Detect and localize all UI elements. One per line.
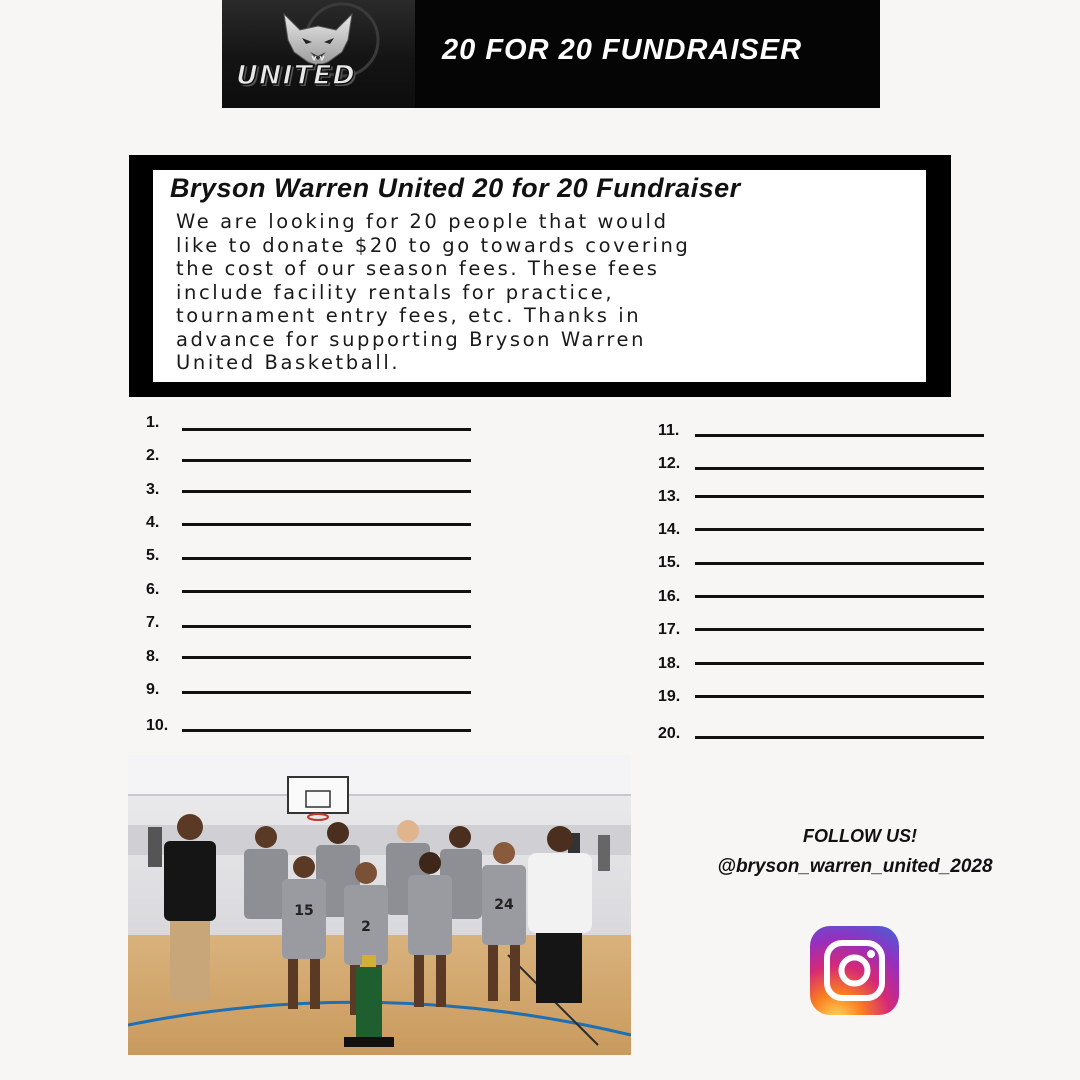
signup-number: 4. xyxy=(146,514,160,531)
signup-line[interactable] xyxy=(695,595,984,598)
info-box xyxy=(129,155,951,397)
signup-line[interactable] xyxy=(182,428,471,431)
signup-number: 7. xyxy=(146,614,160,631)
header-banner xyxy=(222,0,880,108)
jersey-number: 2 xyxy=(361,919,371,935)
signup-number: 5. xyxy=(146,547,160,564)
info-body-line: We are looking for 20 people that would xyxy=(176,210,669,233)
info-body-line: advance for supporting Bryson Warren xyxy=(176,327,647,351)
signup-line[interactable] xyxy=(695,528,984,531)
info-title: Bryson Warren United 20 for 20 Fundraiser xyxy=(170,173,741,203)
signup-line[interactable] xyxy=(182,729,471,732)
signup-line[interactable] xyxy=(182,625,471,628)
signup-line[interactable] xyxy=(182,459,471,462)
info-body-line: tournament entry fees, etc. Thanks in xyxy=(176,304,642,327)
follow-us-label: FOLLOW US! xyxy=(803,826,917,846)
signup-number: 3. xyxy=(146,481,160,498)
signup-line[interactable] xyxy=(695,695,984,698)
instagram-handle[interactable]: @bryson_warren_united_2028 xyxy=(717,856,993,877)
logo-wordmark: UNITED xyxy=(236,60,356,91)
signup-line[interactable] xyxy=(695,434,984,437)
signup-line[interactable] xyxy=(695,562,984,565)
signup-number: 1. xyxy=(146,414,160,431)
banner-title: 20 FOR 20 FUNDRAISER xyxy=(442,34,803,66)
signup-number: 13. xyxy=(658,488,681,505)
team-photo xyxy=(128,755,631,1055)
signup-line[interactable] xyxy=(182,656,471,659)
signup-number: 19. xyxy=(658,688,681,705)
signup-number: 15. xyxy=(658,554,681,571)
info-body xyxy=(176,210,926,375)
info-panel xyxy=(153,170,926,382)
signup-line[interactable] xyxy=(182,590,471,593)
signup-line[interactable] xyxy=(695,736,984,739)
signup-line[interactable] xyxy=(182,523,471,526)
signup-line[interactable] xyxy=(182,557,471,560)
signup-line[interactable] xyxy=(695,495,984,498)
signup-line[interactable] xyxy=(182,691,471,694)
info-body-line: the cost of our season fees. These fees xyxy=(176,257,660,280)
signup-number: 18. xyxy=(658,655,681,672)
instagram-icon[interactable] xyxy=(810,926,899,1015)
signup-number: 2. xyxy=(146,447,160,464)
info-body-line: United Basketball. xyxy=(176,351,401,374)
signup-line[interactable] xyxy=(695,628,984,631)
signup-number: 6. xyxy=(146,581,160,598)
signup-number: 11. xyxy=(658,422,680,439)
signup-line[interactable] xyxy=(695,467,984,470)
signup-number: 20. xyxy=(658,725,681,742)
jersey-number: 15 xyxy=(294,903,314,919)
team-logo xyxy=(222,0,415,108)
info-body-line: like to donate $20 to go towards covering xyxy=(176,233,691,257)
signup-number: 17. xyxy=(658,621,681,638)
signup-number: 14. xyxy=(658,521,681,538)
wolf-logo-icon xyxy=(222,0,415,108)
signup-number: 9. xyxy=(146,681,160,698)
info-body-line: include facility rentals for practice, xyxy=(176,280,615,304)
signup-line[interactable] xyxy=(695,662,984,665)
jersey-number: 24 xyxy=(494,897,514,913)
signup-number: 16. xyxy=(658,588,681,605)
signup-number: 8. xyxy=(146,648,160,665)
signup-number: 12. xyxy=(658,455,681,472)
signup-number: 10. xyxy=(146,717,169,734)
signup-line[interactable] xyxy=(182,490,471,493)
